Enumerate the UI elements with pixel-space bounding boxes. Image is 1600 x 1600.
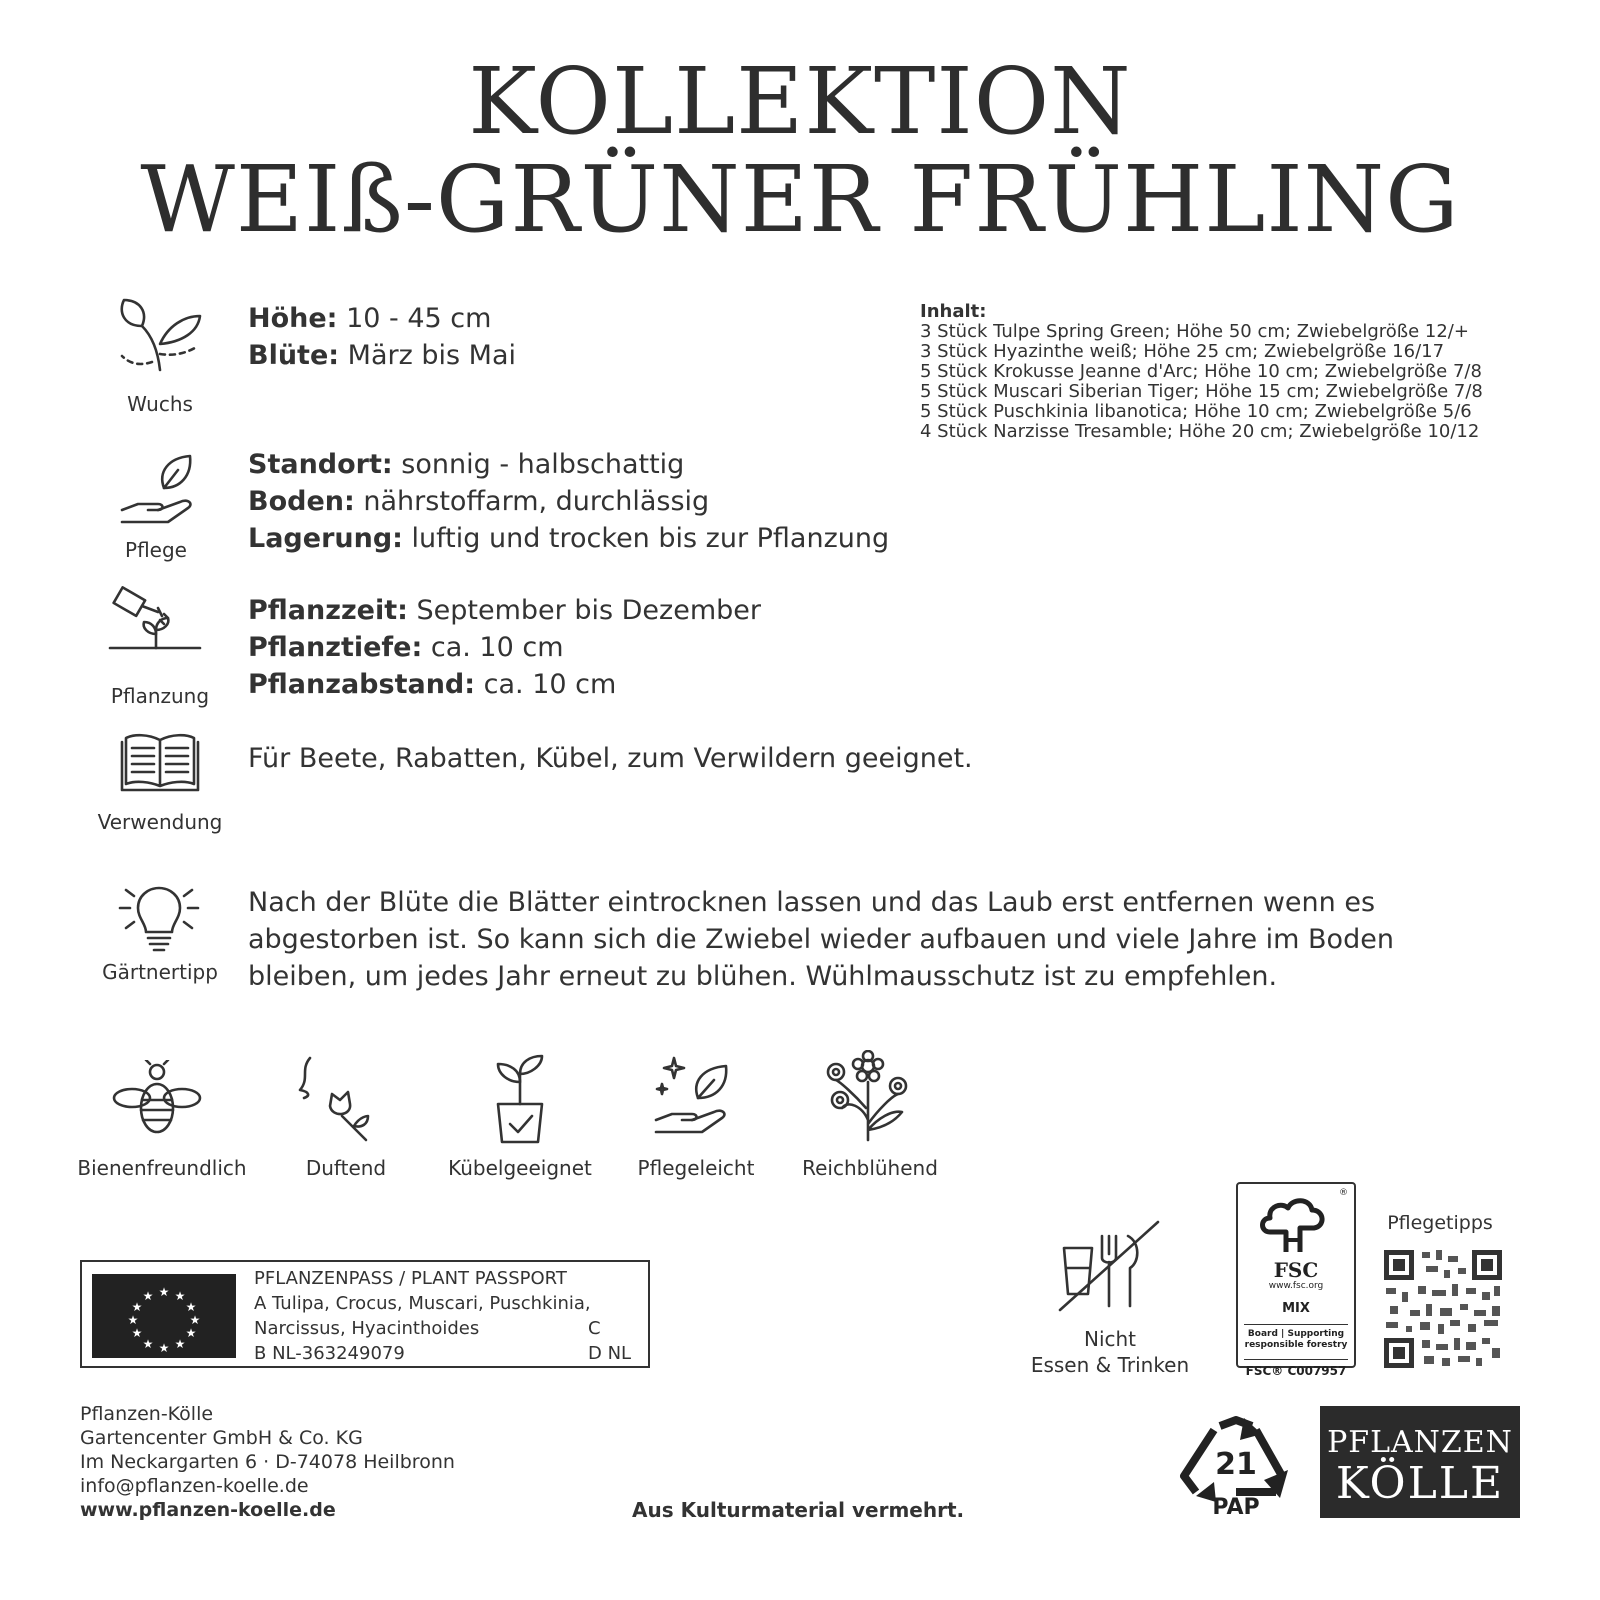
fsc-mix: MIX bbox=[1282, 1301, 1310, 1316]
svg-text:★: ★ bbox=[174, 1289, 186, 1303]
passport-line-b: B NL-363249079 bbox=[254, 1343, 405, 1364]
feature-reichbluehend: Reichblühend bbox=[802, 1156, 938, 1180]
passport-line-a2: Narcissus, Hyacinthoides bbox=[254, 1318, 480, 1339]
contents-item: 5 Stück Puschkinia libanotica; Höhe 10 cm; Zwiebelgröße 5/6 bbox=[920, 401, 1472, 422]
tip-line: Nach der Blüte die Blätter eintrocknen lassen und das Laub erst entfernen wenn es bbox=[248, 887, 1376, 918]
fsc-url: www.fsc.org bbox=[1268, 1281, 1324, 1291]
tip-line: bleiben, um jedes Jahr erneut zu blühen. Wühlmausschutz ist zu empfehlen. bbox=[248, 961, 1278, 992]
company-website[interactable]: www.pflanzen-koelle.de bbox=[80, 1499, 336, 1521]
feature-bienenfreundlich: Bienenfreundlich bbox=[77, 1156, 247, 1180]
fsc-desc bbox=[1244, 1324, 1348, 1351]
qr-code[interactable] bbox=[1382, 1248, 1504, 1370]
svg-text:★: ★ bbox=[189, 1313, 201, 1327]
feature-pflegeleicht: Pflegeleicht bbox=[637, 1156, 755, 1180]
fsc-code: FSC® C007957 bbox=[1244, 1359, 1348, 1378]
svg-text:★: ★ bbox=[127, 1313, 139, 1327]
title-line-1: KOLLEKTION bbox=[468, 48, 1132, 155]
passport-line-b-row bbox=[254, 1341, 644, 1366]
pflanzung-label: Pflanzung bbox=[110, 684, 210, 708]
company-address bbox=[80, 1402, 455, 1522]
fsc-tree-icon bbox=[1256, 1192, 1336, 1256]
verwendung-text: Für Beete, Rabatten, Kübel, zum Verwildern geeignet. bbox=[248, 743, 973, 774]
not-food-icon bbox=[1054, 1218, 1164, 1314]
watering-can-icon bbox=[108, 584, 204, 668]
tip-line: abgestorben ist. So kann sich die Zwiebel wieder aufbauen und viele Jahre im Boden bbox=[248, 924, 1394, 955]
not-food-label bbox=[1020, 1326, 1200, 1378]
kultur-note: Aus Kulturmaterial vermehrt. bbox=[632, 1498, 965, 1522]
pflanzung-row-tiefe: Pflanztiefe: ca. 10 cm bbox=[248, 632, 564, 663]
svg-text:★: ★ bbox=[142, 1337, 154, 1351]
wuchs-row-hoehe: Höhe: 10 - 45 cm bbox=[248, 303, 492, 334]
company-name: Pflanzen-Kölle bbox=[80, 1403, 214, 1425]
verwendung-label: Verwendung bbox=[97, 810, 223, 834]
svg-text:★: ★ bbox=[131, 1300, 143, 1314]
pflanzung-row-zeit: Pflanzzeit: September bis Dezember bbox=[248, 595, 761, 626]
contents-item: 5 Stück Krokusse Jeanne d'Arc; Höhe 10 cm; Zwiebelgröße 7/8 bbox=[920, 361, 1482, 382]
brand-logo bbox=[1320, 1406, 1520, 1518]
title-line-2: WEIß-GRÜNER FRÜHLING bbox=[140, 146, 1460, 253]
feature-kuebelgeeignet: Kübelgeeignet bbox=[448, 1156, 592, 1180]
gaertnertipp-text bbox=[248, 884, 1394, 995]
wuchs-info bbox=[248, 300, 516, 374]
company-street: Im Neckargarten 6 · D-74078 Heilbronn bbox=[80, 1451, 455, 1473]
open-book-icon bbox=[120, 730, 200, 794]
passport-code-c: C bbox=[588, 1318, 601, 1339]
contents-item: 4 Stück Narzisse Tresamble; Höhe 20 cm; Zwiebelgröße 10/12 bbox=[920, 421, 1480, 442]
svg-text:★: ★ bbox=[185, 1300, 197, 1314]
hand-sparkle-icon bbox=[652, 1054, 742, 1140]
potted-plant-icon bbox=[488, 1052, 552, 1144]
recycle-icon bbox=[1176, 1416, 1296, 1516]
fsc-brand: FSC bbox=[1273, 1258, 1319, 1282]
eu-flag bbox=[92, 1274, 236, 1358]
wuchs-row-bluete: Blüte: März bis Mai bbox=[248, 340, 516, 371]
light-bulb-icon bbox=[116, 880, 202, 956]
wuchs-label: Wuchs bbox=[127, 392, 193, 416]
contents-heading: Inhalt: bbox=[920, 301, 987, 322]
svg-text:★: ★ bbox=[158, 1285, 170, 1299]
fsc-registered: ® bbox=[1339, 1188, 1348, 1198]
flower-bouquet-icon bbox=[822, 1050, 912, 1142]
eu-stars-icon bbox=[92, 1274, 236, 1358]
logo-line-1: PFLANZEN bbox=[1327, 1425, 1513, 1460]
svg-text:★: ★ bbox=[131, 1326, 143, 1340]
contents-list bbox=[920, 302, 1483, 442]
contents-item: 3 Stück Tulpe Spring Green; Höhe 50 cm; Zwiebelgröße 12/+ bbox=[920, 321, 1469, 342]
plant-passport bbox=[80, 1260, 650, 1368]
passport-text bbox=[254, 1266, 644, 1366]
svg-text:★: ★ bbox=[174, 1337, 186, 1351]
pflege-row-standort: Standort: sonnig - halbschattig bbox=[248, 449, 685, 480]
passport-line-a2-row bbox=[254, 1316, 644, 1341]
feature-duftend: Duftend bbox=[305, 1156, 387, 1180]
hand-leaf-icon bbox=[118, 452, 206, 528]
fsc-desc-2: responsible forestry bbox=[1244, 1340, 1348, 1350]
not-food-line-1: Nicht bbox=[1083, 1327, 1137, 1351]
pflege-label: Pflege bbox=[125, 538, 187, 562]
contents-item: 5 Stück Muscari Siberian Tiger; Höhe 15 cm; Zwiebelgröße 7/8 bbox=[920, 381, 1483, 402]
recycle-code: PAP bbox=[1212, 1495, 1260, 1516]
company-name-2: Gartencenter GmbH & Co. KG bbox=[80, 1427, 363, 1449]
passport-code-d: D NL bbox=[588, 1343, 632, 1364]
fsc-label bbox=[1236, 1182, 1356, 1378]
pflege-row-lagerung: Lagerung: luftig und trocken bis zur Pflanzung bbox=[248, 523, 890, 554]
scent-flower-icon bbox=[296, 1054, 372, 1142]
passport-title: PFLANZENPASS / PLANT PASSPORT bbox=[254, 1268, 567, 1289]
pflege-info bbox=[248, 446, 889, 557]
recycle-number: 21 bbox=[1215, 1447, 1257, 1482]
contents-item: 3 Stück Hyazinthe weiß; Höhe 25 cm; Zwiebelgröße 16/17 bbox=[920, 341, 1445, 362]
pflanzung-info bbox=[248, 592, 761, 703]
svg-text:★: ★ bbox=[158, 1341, 170, 1355]
company-email[interactable]: info@pflanzen-koelle.de bbox=[80, 1475, 309, 1497]
pflanzung-row-abstand: Pflanzabstand: ca. 10 cm bbox=[248, 669, 617, 700]
svg-text:★: ★ bbox=[142, 1289, 154, 1303]
gaertnertipp-label: Gärtnertipp bbox=[102, 960, 218, 984]
qr-label: Pflegetipps bbox=[1387, 1212, 1493, 1234]
passport-line-a: A Tulipa, Crocus, Muscari, Puschkinia, bbox=[254, 1293, 591, 1314]
bee-icon bbox=[112, 1060, 202, 1140]
logo-line-2: KÖLLE bbox=[1335, 1458, 1505, 1509]
fsc-desc-1: Board | Supporting bbox=[1247, 1329, 1345, 1339]
svg-text:★: ★ bbox=[185, 1326, 197, 1340]
not-food-line-2: Essen & Trinken bbox=[1030, 1353, 1190, 1377]
plant-growth-icon bbox=[112, 292, 208, 376]
pflege-row-boden: Boden: nährstoffarm, durchlässig bbox=[248, 486, 710, 517]
